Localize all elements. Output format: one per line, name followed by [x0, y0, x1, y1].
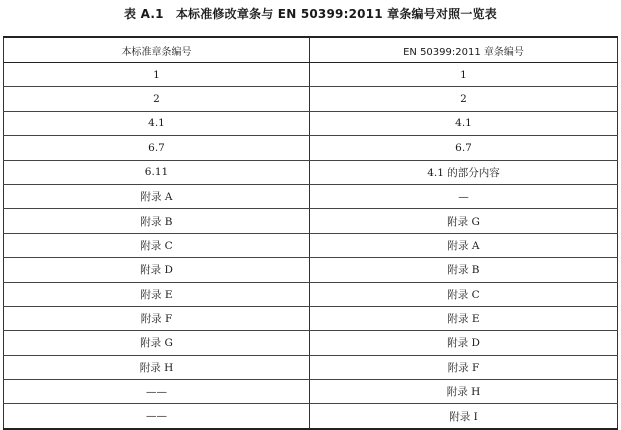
standard-clause-cell: 6.11: [4, 160, 310, 184]
standard-clause-cell: 附录 G: [4, 331, 310, 355]
en-clause-cell: —: [310, 184, 618, 208]
en-clause-cell: 附录 B: [310, 258, 618, 282]
standard-clause-cell: 6.7: [4, 136, 310, 160]
table-row: [4, 306, 618, 330]
en-clause-cell: 1: [310, 63, 618, 87]
standard-clause-cell: 附录 H: [4, 355, 310, 379]
table-title: 表 A.1 本标准修改章条与 EN 50399:2011 章条编号对照一览表: [124, 7, 497, 21]
en-clause-cell: 4.1 的部分内容: [310, 160, 618, 184]
en-clause-cell: 附录 A: [310, 233, 618, 257]
column-header-en-clause: EN 50399:2011 章条编号: [310, 37, 618, 63]
table-row: [4, 136, 618, 160]
standard-clause-cell: 附录 F: [4, 306, 310, 330]
en-clause-cell: 2: [310, 87, 618, 111]
standard-clause-cell: 附录 A: [4, 184, 310, 208]
standard-clause-cell: 2: [4, 87, 310, 111]
en-clause-cell: 附录 E: [310, 306, 618, 330]
table-container: [3, 36, 617, 430]
en-clause-cell: 附录 G: [310, 209, 618, 233]
en-clause-cell: 6.7: [310, 136, 618, 160]
table-row: [4, 233, 618, 257]
table-row: [4, 111, 618, 135]
standard-clause-cell: 4.1: [4, 111, 310, 135]
table-row: [4, 160, 618, 184]
table-row: [4, 404, 618, 429]
en-clause-cell: 4.1: [310, 111, 618, 135]
standard-clause-cell: 附录 B: [4, 209, 310, 233]
standard-clause-cell: ——: [4, 380, 310, 404]
table-row: [4, 184, 618, 208]
table-row: [4, 209, 618, 233]
table-row: [4, 87, 618, 111]
table-row: [4, 355, 618, 379]
en-clause-cell: 附录 F: [310, 355, 618, 379]
en-clause-cell: 附录 I: [310, 404, 618, 429]
standard-clause-cell: 附录 C: [4, 233, 310, 257]
column-header-standard-clause: 本标准章条编号: [4, 37, 310, 63]
standard-clause-cell: ——: [4, 404, 310, 429]
table-row: [4, 282, 618, 306]
table-row: [4, 63, 618, 87]
table-row: [4, 331, 618, 355]
standard-clause-cell: 附录 D: [4, 258, 310, 282]
en-clause-cell: 附录 C: [310, 282, 618, 306]
en-clause-cell: 附录 D: [310, 331, 618, 355]
table-header-row: [4, 37, 618, 63]
standard-clause-cell: 1: [4, 63, 310, 87]
table-row: [4, 258, 618, 282]
table-row: [4, 380, 618, 404]
table-body: [4, 63, 618, 429]
clause-correspondence-table: [3, 36, 618, 430]
standard-clause-cell: 附录 E: [4, 282, 310, 306]
en-clause-cell: 附录 H: [310, 380, 618, 404]
